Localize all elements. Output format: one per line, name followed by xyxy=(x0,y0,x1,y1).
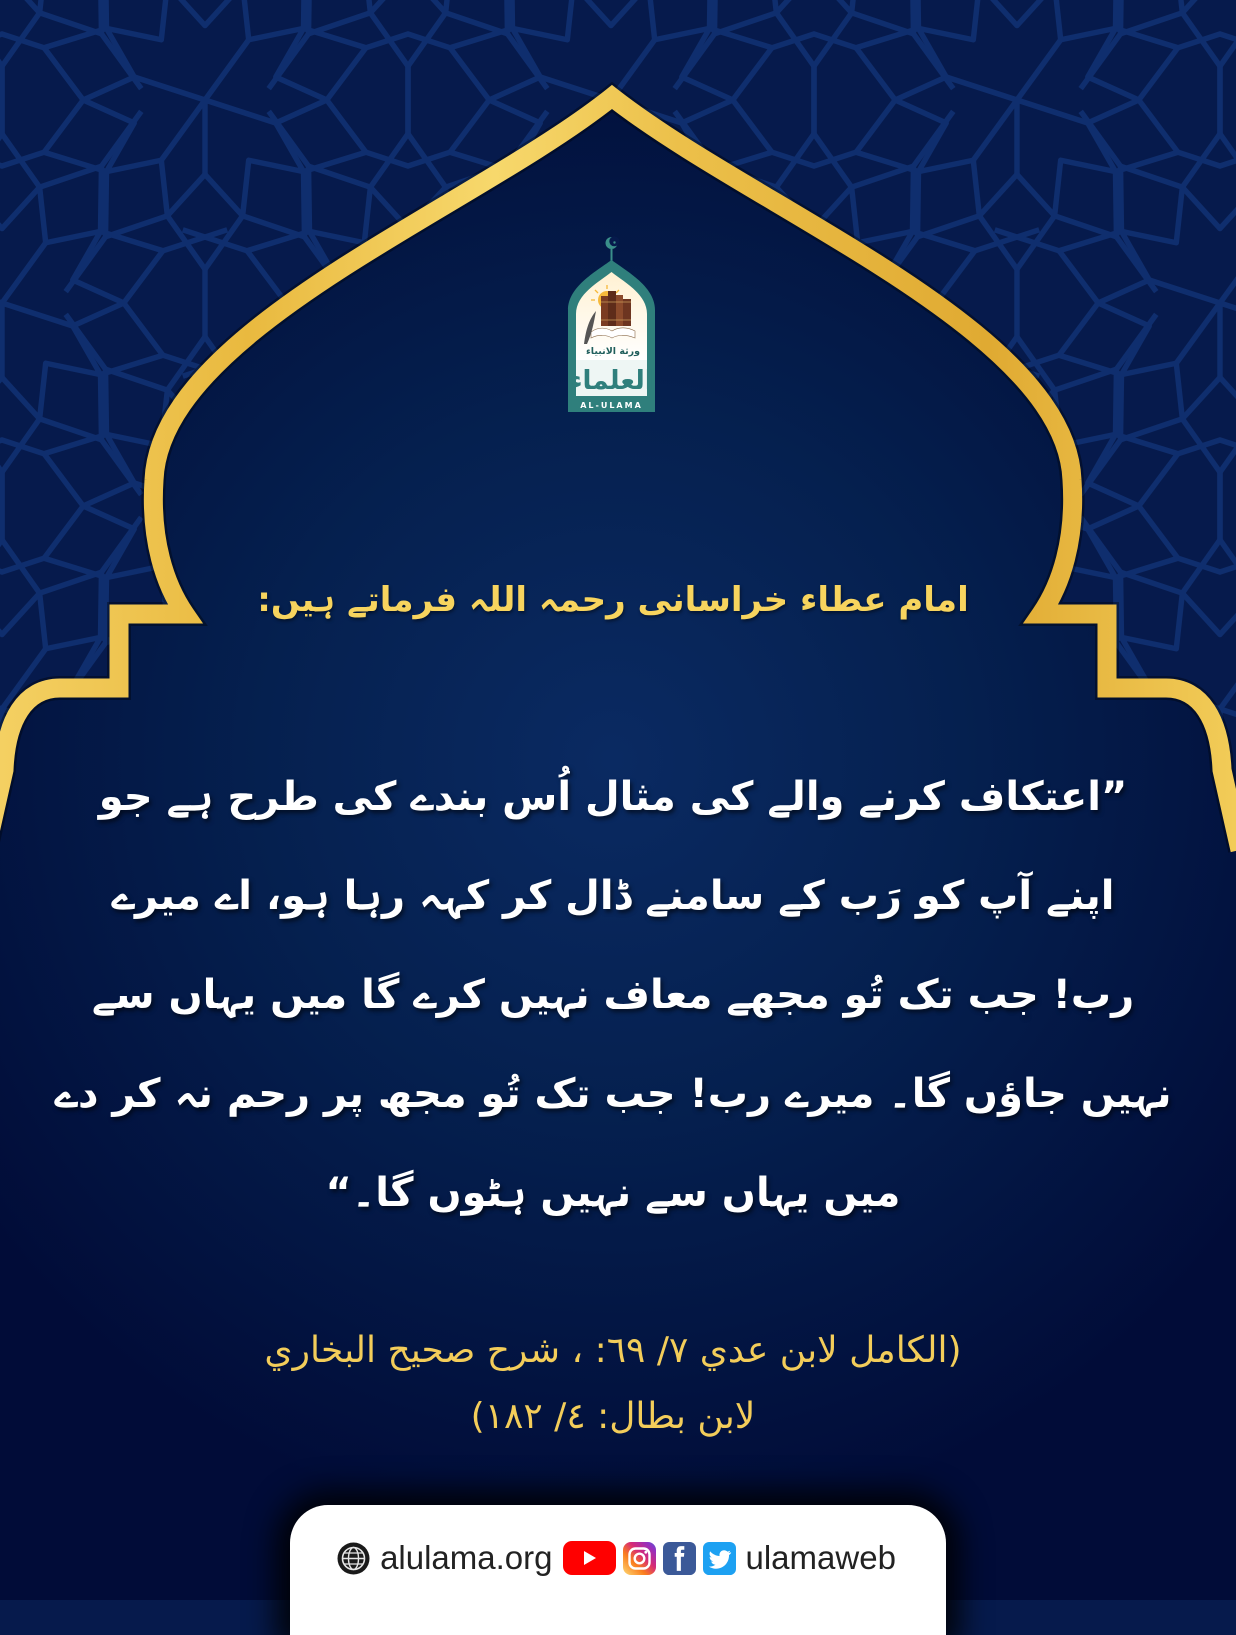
logo-name-english: AL-ULAMA xyxy=(580,401,643,410)
quote-line: ”اعتکاف کرنے والے کی مثال اُس بندے کی طرح ہے جو xyxy=(98,774,1128,820)
reference-line: لابن بطال: ٤/ ١٨٢) xyxy=(470,1396,756,1437)
logo-tagline: ورثة الانبياء xyxy=(585,346,641,357)
youtube-icon xyxy=(563,1541,616,1575)
quote-line: میں یہاں سے نہیں ہٹوں گا۔“ xyxy=(325,1170,901,1216)
logo-name-arabic: العلماء xyxy=(569,366,654,396)
crescent-moon-icon xyxy=(606,236,620,261)
speaker-heading: امام عطاء خراسانی رحمہ اللہ فرماتے ہیں: xyxy=(257,580,969,620)
globe-icon xyxy=(337,1542,370,1575)
instagram-icon xyxy=(623,1542,656,1575)
footer-social-row xyxy=(290,1538,946,1578)
quote-block xyxy=(0,748,1226,1243)
source-reference xyxy=(0,1318,1226,1450)
reference-line: (الكامل لابن عدي ٧/ ٦٩: ، شرح صحيح البخاري xyxy=(264,1330,962,1371)
al-ulama-logo xyxy=(565,232,658,414)
quote-line: اپنے آپ کو رَب کے سامنے ڈال کر کہہ رہا ہو، اے میرے xyxy=(111,873,1115,919)
social-handle-label: ulamaweb xyxy=(745,1539,896,1576)
quote-line: نہیں جاؤں گا۔ میرے رب! جب تک تُو مجھ پر رحم نہ کر دے xyxy=(54,1071,1172,1117)
website-label: alulama.org xyxy=(380,1539,553,1576)
quote-line: رب! جب تک تُو مجھے معاف نہیں کرے گا میں یہاں سے xyxy=(91,972,1135,1018)
twitter-icon xyxy=(703,1542,736,1575)
footer-card xyxy=(290,1505,946,1635)
facebook-icon xyxy=(663,1542,696,1575)
